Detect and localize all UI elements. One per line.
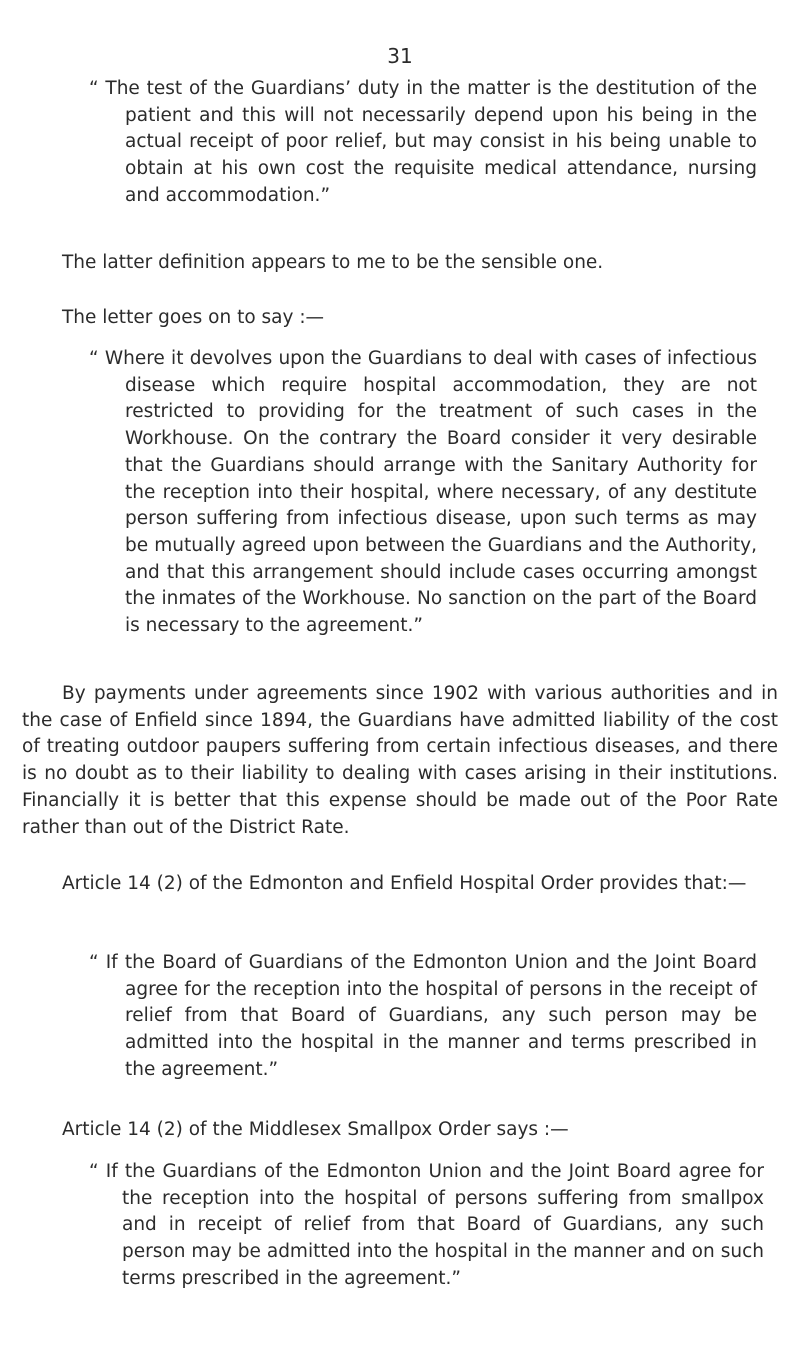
quotation-board-of-guardians: “ If the Board of Guardians of the Edmonton Union and the Joint Board agree for the reception into the hospital of persons in the receipt of relief from that Board of Guardians, any such person may be admitted into the hospital in the manner and terms prescribed in the agreement.” (89, 952, 757, 1080)
paragraph-payments-agreements: By payments under agreements since 1902 with various authorities and in the case of Enfield since 1894, the Guardians have admitted liability of the cost of treating outdoor paupers suffering from certain infectious diseases, and there is no doubt as to their liability to dealing with cases arising in their institutions. Financially it is better that this expense should be made out of the Poor Rate rather than out of the District Rate. (22, 683, 778, 838)
paragraph-article-smallpox-order: Article 14 (2) of the Middlesex Smallpox Order says :— (62, 1119, 569, 1140)
quotation-smallpox: “ If the Guardians of the Edmonton Union and the Joint Board agree for the reception into the hospital of persons suffering from smallpox and in receipt of relief from that Board of Guardians, any such person may be admitted into the hospital in the manner and on such terms prescribed in the agreement.” (89, 1161, 764, 1289)
quotation-test-of-duty: “ The test of the Guardians’ duty in the matter is the destitution of the patient and this will not necessarily depend upon his being in the actual receipt of poor relief, but may consist in his being unable to obtain at his own cost the requisite medical attendance, nursing and accommodation.” (89, 78, 757, 206)
page-number: 31 (387, 44, 413, 68)
paragraph-article-hospital-order: Article 14 (2) of the Edmonton and Enfield Hospital Order provides that:— (62, 873, 747, 894)
paragraph-latter-definition: The latter definition appears to me to be the sensible one. (62, 252, 604, 273)
paragraph-letter-goes-on: The letter goes on to say :— (62, 307, 325, 328)
quotation-infectious-disease: “ Where it devolves upon the Guardians to deal with cases of infectious disease which require hospital accommodation, they are not restricted to providing for the treatment of such cases in the Workhouse. On the contrary the Board consider it very desirable that the Guardians should arrange with the Sanitary Authority for the reception into their hospital, where necessary, of any destitute person suffering from infectious disease, upon such terms as may be mutually agreed upon between the Guardians and the Authority, and that this arrangement should include cases occurring amongst the inmates of the Workhouse. No sanction on the part of the Board is necessary to the agreement.” (89, 348, 757, 637)
